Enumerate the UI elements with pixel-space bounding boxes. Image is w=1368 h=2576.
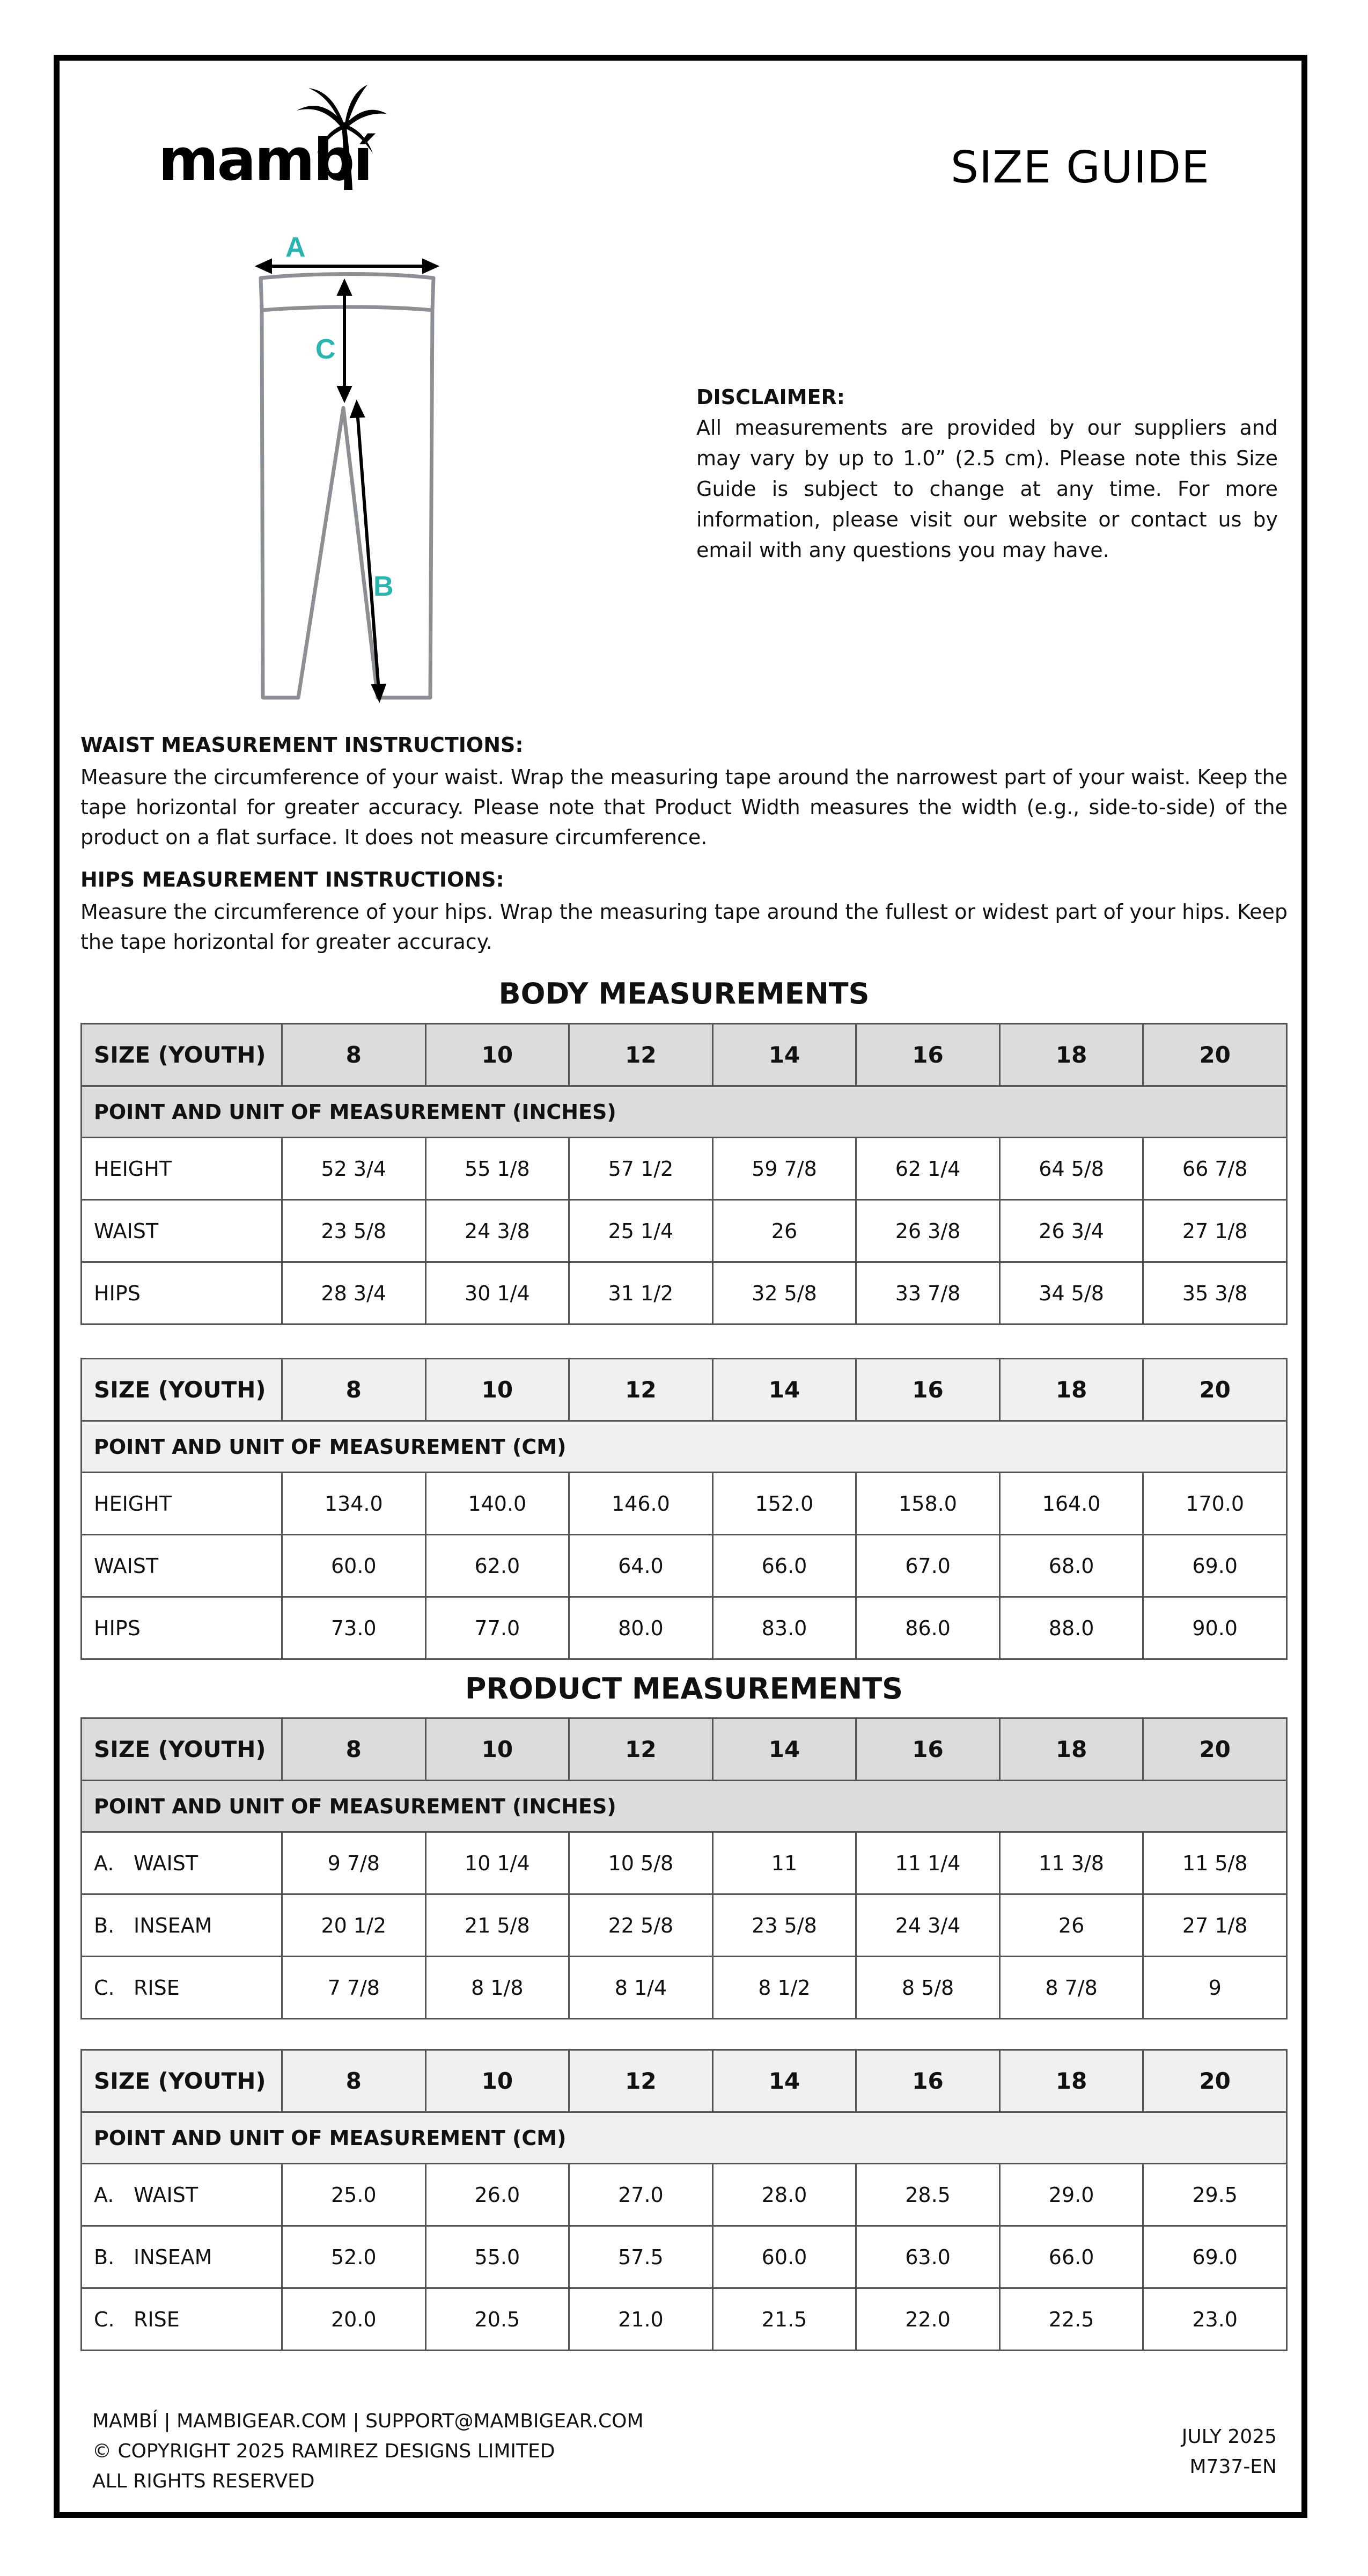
value-cell: 63.0 — [856, 2226, 1000, 2288]
value-cell: 27.0 — [569, 2164, 713, 2226]
value-cell: 8 7/8 — [999, 1957, 1143, 2019]
value-cell: 83.0 — [712, 1597, 856, 1659]
product-inches-table — [80, 1717, 1288, 2019]
value-cell: 60.0 — [712, 2226, 856, 2288]
row-label-text: WAIST — [134, 2183, 198, 2207]
value-cell: 29.5 — [1143, 2164, 1287, 2226]
value-cell: 21.0 — [569, 2288, 713, 2351]
disclaimer-heading: DISCLAIMER: — [696, 385, 845, 409]
footer-left — [92, 2406, 644, 2497]
value-cell: 62.0 — [425, 1535, 569, 1597]
value-cell: 57.5 — [569, 2226, 713, 2288]
size-cell: 8 — [282, 1024, 426, 1086]
row-label-text: RISE — [134, 2307, 180, 2331]
unit-label: POINT AND UNIT OF MEASUREMENT (CM) — [82, 2112, 1287, 2164]
size-cell: 10 — [425, 1024, 569, 1086]
value-cell: 158.0 — [856, 1473, 1000, 1535]
row-prefix: A. — [94, 1851, 114, 1875]
size-label: SIZE (YOUTH) — [82, 1718, 282, 1781]
value-cell: 28 3/4 — [282, 1262, 426, 1324]
value-cell: 27 1/8 — [1143, 1200, 1287, 1262]
page-title: SIZE GUIDE — [951, 142, 1210, 193]
waist-instructions-body: Measure the circumference of your waist. Wrap the measuring tape around the narrowest part of your waist. Keep the tape horizontal for greater accuracy. Please note that Product Width measures the width (e.g., side-to-side) of the product on a flat surface. It does not measure circumference. — [80, 765, 1288, 849]
row-label — [82, 2288, 282, 2351]
value-cell: 29.0 — [999, 2164, 1143, 2226]
footer-copyright: © COPYRIGHT 2025 RAMIREZ DESIGNS LIMITED — [92, 2440, 555, 2462]
value-cell: 52.0 — [282, 2226, 426, 2288]
footer-right — [1182, 2422, 1277, 2482]
size-cell: 16 — [856, 1359, 1000, 1421]
value-cell: 26 3/4 — [999, 1200, 1143, 1262]
value-cell: 140.0 — [425, 1473, 569, 1535]
value-cell: 26 — [999, 1894, 1143, 1957]
size-cell: 20 — [1143, 1359, 1287, 1421]
value-cell: 23.0 — [1143, 2288, 1287, 2351]
row-prefix: A. — [94, 2183, 114, 2207]
value-cell: 68.0 — [999, 1535, 1143, 1597]
value-cell: 26 3/8 — [856, 1200, 1000, 1262]
size-cell: 14 — [712, 1718, 856, 1781]
size-cell: 14 — [712, 1024, 856, 1086]
table-row — [82, 2164, 1287, 2226]
value-cell: 34 5/8 — [999, 1262, 1143, 1324]
size-cell: 20 — [1143, 2050, 1287, 2112]
size-cell: 8 — [282, 1718, 426, 1781]
value-cell: 20.0 — [282, 2288, 426, 2351]
size-cell: 16 — [856, 2050, 1000, 2112]
size-cell: 14 — [712, 2050, 856, 2112]
value-cell: 10 5/8 — [569, 1832, 713, 1894]
size-label: SIZE (YOUTH) — [82, 1359, 282, 1421]
row-label — [82, 1957, 282, 2019]
size-cell: 18 — [999, 1359, 1143, 1421]
table-row — [82, 2226, 1287, 2288]
table-row — [82, 1832, 1287, 1894]
row-label — [82, 1894, 282, 1957]
footer-date: JULY 2025 — [1181, 2426, 1277, 2448]
value-cell: 69.0 — [1143, 1535, 1287, 1597]
value-cell: 33 7/8 — [856, 1262, 1000, 1324]
size-cell: 16 — [856, 1718, 1000, 1781]
value-cell: 11 5/8 — [1143, 1832, 1287, 1894]
table-row — [82, 2288, 1287, 2351]
value-cell: 66.0 — [712, 1535, 856, 1597]
value-cell: 80.0 — [569, 1597, 713, 1659]
value-cell: 23 5/8 — [282, 1200, 426, 1262]
table-row — [82, 1138, 1287, 1200]
table-header-row — [82, 1359, 1287, 1421]
table-header-row — [82, 1718, 1287, 1781]
body-inches-table — [80, 1023, 1288, 1325]
footer-rights: ALL RIGHTS RESERVED — [92, 2470, 315, 2492]
value-cell: 26.0 — [425, 2164, 569, 2226]
row-label: HIPS — [82, 1262, 282, 1324]
size-cell: 16 — [856, 1024, 1000, 1086]
value-cell: 26 — [712, 1200, 856, 1262]
value-cell: 66 7/8 — [1143, 1138, 1287, 1200]
unit-row — [82, 1781, 1287, 1832]
value-cell: 22.5 — [999, 2288, 1143, 2351]
value-cell: 22 5/8 — [569, 1894, 713, 1957]
row-prefix: B. — [94, 2245, 115, 2269]
value-cell: 24 3/8 — [425, 1200, 569, 1262]
body-cm-table — [80, 1358, 1288, 1660]
product-measurements-title: PRODUCT MEASUREMENTS — [465, 1672, 903, 1706]
value-cell: 73.0 — [282, 1597, 426, 1659]
value-cell: 62 1/4 — [856, 1138, 1000, 1200]
table-row — [82, 1262, 1287, 1324]
value-cell: 9 — [1143, 1957, 1287, 2019]
size-cell: 12 — [569, 1024, 713, 1086]
size-cell: 20 — [1143, 1024, 1287, 1086]
unit-label: POINT AND UNIT OF MEASUREMENT (CM) — [82, 1421, 1287, 1473]
diagram-label-a: A — [285, 232, 306, 263]
diagram-label-b: B — [373, 571, 394, 602]
leggings-diagram — [247, 231, 472, 714]
row-label-text: INSEAM — [134, 2245, 212, 2269]
hips-instructions — [80, 865, 1288, 957]
value-cell: 27 1/8 — [1143, 1894, 1287, 1957]
value-cell: 25.0 — [282, 2164, 426, 2226]
table-row — [82, 1473, 1287, 1535]
value-cell: 32 5/8 — [712, 1262, 856, 1324]
value-cell: 11 3/8 — [999, 1832, 1143, 1894]
value-cell: 30 1/4 — [425, 1262, 569, 1324]
size-cell: 8 — [282, 1359, 426, 1421]
value-cell: 35 3/8 — [1143, 1262, 1287, 1324]
row-label — [82, 2164, 282, 2226]
value-cell: 164.0 — [999, 1473, 1143, 1535]
footer-contact: MAMBÍ | MAMBIGEAR.COM | SUPPORT@MAMBIGEAR.COM — [92, 2410, 644, 2432]
table-row — [82, 1535, 1287, 1597]
size-label: SIZE (YOUTH) — [82, 2050, 282, 2112]
value-cell: 52 3/4 — [282, 1138, 426, 1200]
hips-instructions-heading: HIPS MEASUREMENT INSTRUCTIONS: — [80, 868, 504, 891]
size-cell: 18 — [999, 2050, 1143, 2112]
table-row — [82, 1200, 1287, 1262]
table-header-row — [82, 1024, 1287, 1086]
value-cell: 60.0 — [282, 1535, 426, 1597]
value-cell: 25 1/4 — [569, 1200, 713, 1262]
row-label: HEIGHT — [82, 1473, 282, 1535]
row-prefix: C. — [94, 1975, 115, 2000]
value-cell: 7 7/8 — [282, 1957, 426, 2019]
brand-logo — [158, 86, 384, 193]
row-label: WAIST — [82, 1200, 282, 1262]
diagram-label-c: C — [315, 334, 336, 365]
value-cell: 57 1/2 — [569, 1138, 713, 1200]
row-prefix: B. — [94, 1913, 115, 1937]
size-cell: 20 — [1143, 1718, 1287, 1781]
size-cell: 8 — [282, 2050, 426, 2112]
value-cell: 11 — [712, 1832, 856, 1894]
table-row — [82, 1894, 1287, 1957]
value-cell: 8 1/2 — [712, 1957, 856, 2019]
value-cell: 66.0 — [999, 2226, 1143, 2288]
value-cell: 88.0 — [999, 1597, 1143, 1659]
row-label: WAIST — [82, 1535, 282, 1597]
row-label — [82, 2226, 282, 2288]
value-cell: 152.0 — [712, 1473, 856, 1535]
value-cell: 28.0 — [712, 2164, 856, 2226]
row-label — [82, 1832, 282, 1894]
table-header-row — [82, 2050, 1287, 2112]
value-cell: 11 1/4 — [856, 1832, 1000, 1894]
row-label-text: RISE — [134, 1975, 180, 2000]
value-cell: 69.0 — [1143, 2226, 1287, 2288]
hips-instructions-body: Measure the circumference of your hips. Wrap the measuring tape around the fullest or widest part of your hips. Keep the tape horizontal for greater accuracy. — [80, 900, 1288, 954]
value-cell: 77.0 — [425, 1597, 569, 1659]
value-cell: 8 5/8 — [856, 1957, 1000, 2019]
value-cell: 20 1/2 — [282, 1894, 426, 1957]
table-row — [82, 1597, 1287, 1659]
unit-label: POINT AND UNIT OF MEASUREMENT (INCHES) — [82, 1086, 1287, 1138]
value-cell: 21 5/8 — [425, 1894, 569, 1957]
value-cell: 55.0 — [425, 2226, 569, 2288]
product-cm-table — [80, 2049, 1288, 2351]
size-cell: 18 — [999, 1718, 1143, 1781]
value-cell: 59 7/8 — [712, 1138, 856, 1200]
size-cell: 10 — [425, 1718, 569, 1781]
unit-row — [82, 1086, 1287, 1138]
size-cell: 10 — [425, 1359, 569, 1421]
row-label: HEIGHT — [82, 1138, 282, 1200]
row-label: HIPS — [82, 1597, 282, 1659]
value-cell: 8 1/8 — [425, 1957, 569, 2019]
value-cell: 23 5/8 — [712, 1894, 856, 1957]
row-label-text: INSEAM — [134, 1913, 212, 1937]
value-cell: 86.0 — [856, 1597, 1000, 1659]
row-prefix: C. — [94, 2307, 115, 2331]
value-cell: 170.0 — [1143, 1473, 1287, 1535]
value-cell: 10 1/4 — [425, 1832, 569, 1894]
unit-label: POINT AND UNIT OF MEASUREMENT (INCHES) — [82, 1781, 1287, 1832]
logo-wordmark: mambí — [158, 127, 372, 194]
size-cell: 12 — [569, 2050, 713, 2112]
footer-doc-code: M737-EN — [1189, 2456, 1277, 2478]
value-cell: 22.0 — [856, 2288, 1000, 2351]
value-cell: 90.0 — [1143, 1597, 1287, 1659]
value-cell: 64 5/8 — [999, 1138, 1143, 1200]
size-cell: 12 — [569, 1718, 713, 1781]
size-label: SIZE (YOUTH) — [82, 1024, 282, 1086]
size-cell: 10 — [425, 2050, 569, 2112]
value-cell: 67.0 — [856, 1535, 1000, 1597]
value-cell: 8 1/4 — [569, 1957, 713, 2019]
value-cell: 28.5 — [856, 2164, 1000, 2226]
disclaimer — [696, 382, 1278, 566]
unit-row — [82, 2112, 1287, 2164]
waist-instructions — [80, 730, 1288, 852]
value-cell: 55 1/8 — [425, 1138, 569, 1200]
value-cell: 24 3/4 — [856, 1894, 1000, 1957]
value-cell: 64.0 — [569, 1535, 713, 1597]
value-cell: 134.0 — [282, 1473, 426, 1535]
value-cell: 9 7/8 — [282, 1832, 426, 1894]
unit-row — [82, 1421, 1287, 1473]
size-cell: 12 — [569, 1359, 713, 1421]
value-cell: 31 1/2 — [569, 1262, 713, 1324]
size-cell: 18 — [999, 1024, 1143, 1086]
size-cell: 14 — [712, 1359, 856, 1421]
value-cell: 20.5 — [425, 2288, 569, 2351]
body-measurements-title: BODY MEASUREMENTS — [498, 977, 870, 1011]
waist-instructions-heading: WAIST MEASUREMENT INSTRUCTIONS: — [80, 733, 524, 757]
value-cell: 146.0 — [569, 1473, 713, 1535]
row-label-text: WAIST — [134, 1851, 198, 1875]
value-cell: 21.5 — [712, 2288, 856, 2351]
disclaimer-body: All measurements are provided by our suppliers and may vary by up to 1.0” (2.5 cm). Please note this Size Guide is subject to change at any time. For more information, please visit our website or contact us by email with any questions you may have. — [696, 416, 1278, 562]
table-row — [82, 1957, 1287, 2019]
